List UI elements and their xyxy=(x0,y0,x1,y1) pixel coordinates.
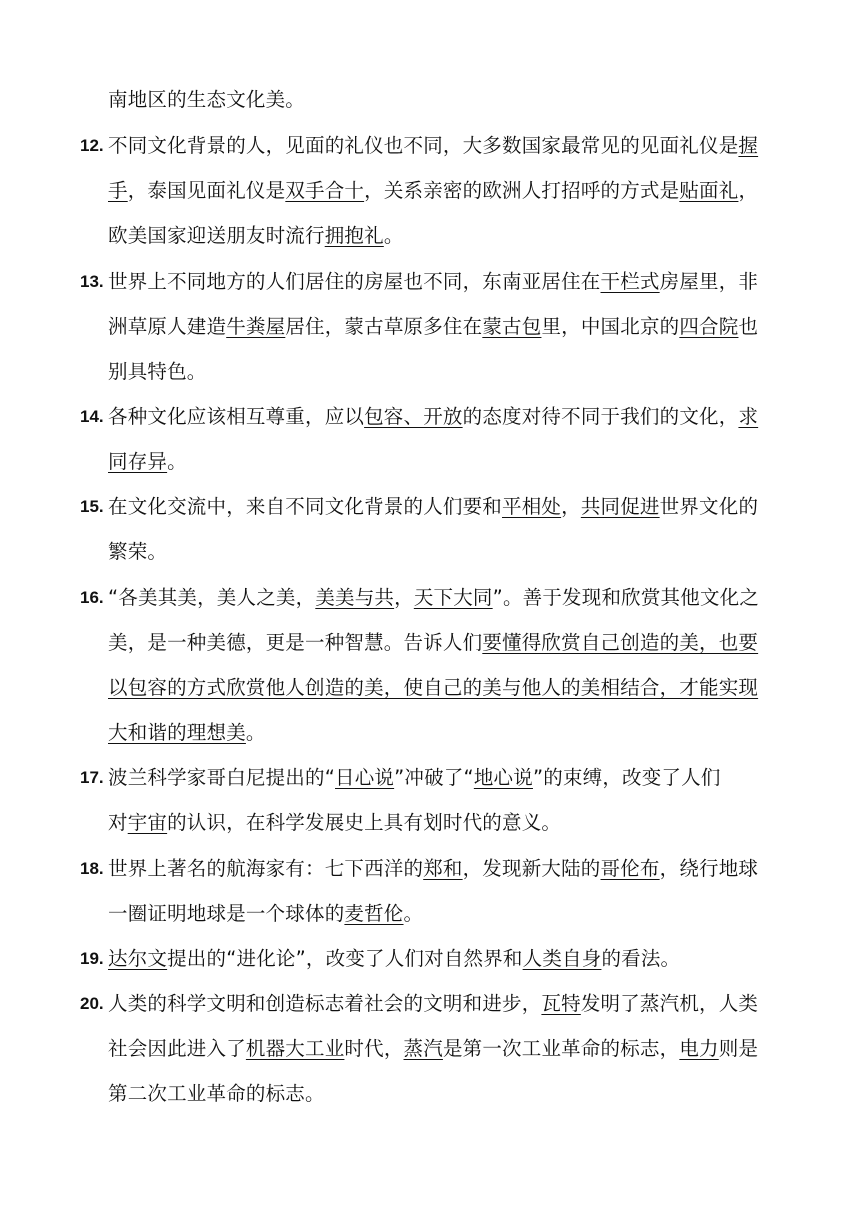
text-segment: 也 xyxy=(738,315,759,338)
text-segment: ， xyxy=(394,586,414,609)
underlined-answer: 宇宙 xyxy=(127,811,168,834)
text-segment: 提出的“进化论”，改变了人们对自然界和 xyxy=(167,947,523,970)
text-segment: 则是 xyxy=(718,1037,759,1060)
underlined-answer: 美美与共 xyxy=(315,586,395,609)
item-number: 20. xyxy=(80,994,104,1013)
text-segment: 波兰科学家哥白尼提出的“ xyxy=(108,766,336,789)
text-line xyxy=(108,268,758,296)
item-number: 12. xyxy=(80,136,104,155)
text-segment: 的认识，在科学发展史上具有划时代的意义。 xyxy=(167,811,562,834)
text-segment: 南地区的生态文化美。 xyxy=(108,88,306,111)
text-line xyxy=(108,448,187,476)
text-line xyxy=(108,719,266,747)
text-segment: 。 xyxy=(167,450,187,473)
underlined-answer: 握 xyxy=(738,134,759,157)
text-segment: ，关系亲密的欧洲人打招呼的方式是 xyxy=(364,179,680,202)
underlined-answer: 天下大同 xyxy=(413,586,493,609)
text-segment: 。 xyxy=(245,721,266,744)
text-line xyxy=(108,809,561,837)
text-segment: ， xyxy=(738,179,759,202)
text-line xyxy=(108,86,305,114)
underlined-answer: 求 xyxy=(738,405,759,428)
text-segment: 社会因此进入了 xyxy=(108,1037,246,1060)
text-segment: ，发现新大陆的 xyxy=(462,857,601,880)
text-segment: 人类的科学文明和创造标志着社会的文明和进步， xyxy=(108,992,542,1015)
text-line xyxy=(108,222,404,250)
text-segment: 美，是一种美德，更是一种智慧。告诉人们 xyxy=(108,631,483,654)
underlined-answer: 要懂得欣赏自己创造的美，也要 xyxy=(482,631,759,654)
item-number: 14. xyxy=(80,407,104,426)
text-segment: 世界上著名的航海家有：七下西洋的 xyxy=(108,857,424,880)
text-segment: 各种文化应该相互尊重，应以 xyxy=(108,405,365,428)
text-line xyxy=(108,1035,758,1063)
text-segment: 的态度对待不同于我们的文化， xyxy=(462,405,739,428)
text-line xyxy=(108,313,758,341)
underlined-answer: 大和谐的理想美 xyxy=(108,721,246,744)
underlined-answer: 共同促进 xyxy=(580,495,660,518)
underlined-answer: 手 xyxy=(108,179,128,202)
text-segment: 世界上不同地方的人们居住的房屋也不同，东南亚居住在 xyxy=(108,270,601,293)
underlined-answer: 干栏式 xyxy=(600,270,660,293)
underlined-answer: 四合院 xyxy=(679,315,739,338)
text-segment: “各美其美，美人之美， xyxy=(108,586,316,609)
text-line xyxy=(108,1080,325,1108)
text-segment: 繁荣。 xyxy=(108,540,168,563)
text-segment: 在文化交流中，来自不同文化背景的人们要和 xyxy=(108,495,503,518)
underlined-answer: 哥伦布 xyxy=(600,857,660,880)
text-segment: 里，中国北京的 xyxy=(541,315,680,338)
item-number: 19. xyxy=(80,949,104,968)
underlined-answer: 瓦特 xyxy=(541,992,581,1015)
item-number: 13. xyxy=(80,272,104,291)
underlined-answer: 达尔文 xyxy=(108,947,168,970)
text-line xyxy=(108,132,758,160)
underlined-answer: 平相处 xyxy=(502,495,562,518)
underlined-answer: 牛粪屋 xyxy=(226,315,286,338)
underlined-answer: 机器大工业 xyxy=(245,1037,345,1060)
text-segment: ”冲破了“ xyxy=(394,766,474,789)
item-number: 15. xyxy=(80,497,104,516)
text-segment: 的看法。 xyxy=(601,947,681,970)
text-segment: 对 xyxy=(108,811,128,834)
text-segment: 。 xyxy=(403,902,424,925)
underlined-answer: 麦哲伦 xyxy=(344,902,404,925)
text-segment: 发明了蒸汽机，人类 xyxy=(580,992,759,1015)
underlined-answer: 贴面礼 xyxy=(679,179,739,202)
underlined-answer: 人类自身 xyxy=(522,947,602,970)
text-segment: 居住，蒙古草原多住在 xyxy=(285,315,483,338)
text-segment: ，泰国见面礼仪是 xyxy=(127,179,286,202)
underlined-answer: 郑和 xyxy=(423,857,463,880)
underlined-answer: 拥抱礼 xyxy=(324,224,384,247)
text-line xyxy=(108,900,423,928)
text-segment: 房屋里，非 xyxy=(659,270,759,293)
text-line xyxy=(108,358,207,386)
text-line xyxy=(108,538,167,566)
text-segment: 别具特色。 xyxy=(108,360,207,383)
text-line xyxy=(108,945,680,973)
text-line xyxy=(108,584,759,612)
text-line xyxy=(108,674,758,702)
text-segment: ”。善于发现和欣赏其他文化之 xyxy=(492,586,760,609)
text-line xyxy=(108,629,758,657)
underlined-answer: 以包容的方式欣赏他人创造的美，使自己的美与他人的美相结合，才能实现 xyxy=(108,676,759,699)
text-line xyxy=(108,990,758,1018)
text-segment: ”的束缚，改变了人们 xyxy=(532,766,721,789)
text-line xyxy=(108,403,758,431)
underlined-answer: 包容、开放 xyxy=(364,405,463,428)
text-segment: ，绕行地球 xyxy=(659,857,759,880)
item-number: 16. xyxy=(80,588,104,607)
text-segment: 是第一次工业革命的标志， xyxy=(442,1037,680,1060)
text-line xyxy=(108,855,758,883)
text-segment: 欧美国家迎送朋友时流行 xyxy=(108,224,325,247)
text-segment: 洲草原人建造 xyxy=(108,315,227,338)
underlined-answer: 日心说 xyxy=(335,766,395,789)
text-segment: 世界文化的 xyxy=(659,495,759,518)
underlined-answer: 同存异 xyxy=(108,450,168,473)
text-segment: 。 xyxy=(383,224,404,247)
text-segment: ， xyxy=(561,495,581,518)
text-line xyxy=(108,764,721,792)
text-line xyxy=(108,177,758,205)
underlined-answer: 蒸汽 xyxy=(403,1037,443,1060)
text-line xyxy=(108,493,758,521)
item-number: 17. xyxy=(80,768,104,787)
text-segment: 时代， xyxy=(344,1037,404,1060)
underlined-answer: 蒙古包 xyxy=(482,315,542,338)
text-segment: 第二次工业革命的标志。 xyxy=(108,1082,325,1105)
item-number: 18. xyxy=(80,859,104,878)
underlined-answer: 双手合十 xyxy=(285,179,365,202)
text-segment: 不同文化背景的人，见面的礼仪也不同，大多数国家最常见的见面礼仪是 xyxy=(108,134,739,157)
text-segment: 一圈证明地球是一个球体的 xyxy=(108,902,345,925)
underlined-answer: 地心说 xyxy=(473,766,533,789)
underlined-answer: 电力 xyxy=(679,1037,719,1060)
